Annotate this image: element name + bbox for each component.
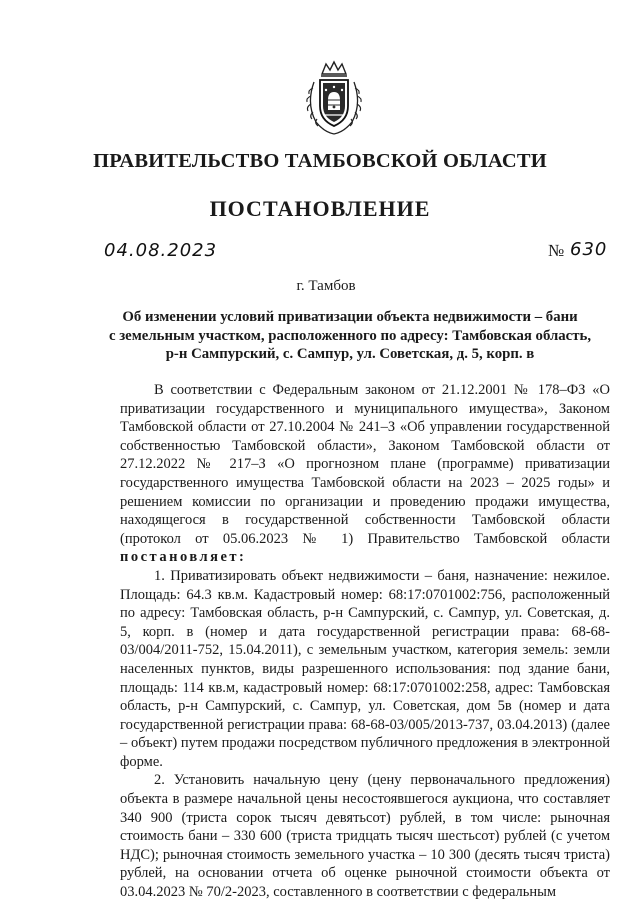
subject-line: с земельным участком, расположенного по адресу: Тамбовская область,: [108, 327, 592, 344]
subject-line: Об изменении условий приватизации объекта недвижимости – бани: [122, 309, 578, 325]
document-type: ПОСТАНОВЛЕНИЕ: [209, 196, 431, 221]
preamble-paragraph: [120, 381, 610, 567]
document-number: 630: [570, 239, 608, 260]
item-paragraph: 2. Установить начальную цену (цену первоначального предложения) объекта в размере начальной цены несостоявшегося аукциона, что составляет 340 900 (триста сорок тысяч девятьсот) рублей, в том числе: рыночная стоимость бани – 330 600 (триста тридцать тысяч шестьсот) рублей (с учетом НДС); рыночная стоимость земельного участка – 10 300 (десять тысяч триста) рублей, на основании отчета об оценке рыночной стоимости объекта от 03.04.2023 № 70/2-2023, составленного в соответствии с федеральным: [120, 772, 610, 901]
decree-word: постановляет:: [120, 549, 247, 566]
document-body: [120, 381, 610, 902]
subject-line: р-н Сампурский, с. Сампур, ул. Советская, д. 5, корп. в: [165, 346, 535, 362]
preamble-text: В соответствии с Федеральным законом от 21.12.2001 № 178–ФЗ «О приватизации государственного и муниципального имущества», Законом Тамбовской области от 27.10.2004 № 241–З «Об управлении государственной собственностью Тамбовской области», Законом Тамбовской области от 27.12.2022 № 217–З «О прогнозном плане (программе) приватизации государственного имущества Тамбовской области на 2023 – 2025 годы» и решением комиссии по организации и проведению продажи имущества, находящегося в государственной собственности Тамбовской области (протокол от 05.06.2023 № 1) Правительство Тамбовской области: [120, 382, 610, 547]
number-sign: №: [548, 241, 565, 260]
city: г. Тамбов: [296, 278, 356, 294]
item-paragraph: 1. Приватизировать объект недвижимости – баня, назначение: нежилое. Площадь: 64.3 кв.м. Кадастровый номер: 68:17:0701002:756, расположенный по адресу: Тамбовская область, р-н Сампурский, с. Сампур, ул. Советская, д. 5, корп. в (номер и дата государственной регистрации права: 68-68-03/004/2011-752, 15.04.2011), с земельным участком, категория земель: земли населенных пунктов, виды разрешенного использования: под здание бани, площадь: 114 кв.м, кадастровый номер: 68:17:0701002:258, адрес: Тамбовская область, р-н Сампурский, с. Сампур, ул. Советская, дом 5в (номер и дата государственной регистрации права: 68-68-03/005/2013-737, 03.04.2013) (далее – объект) путем продажи посредством публичного предложения в электронной форме.: [120, 567, 610, 770]
document-date: 04.08.2023: [104, 240, 218, 261]
government-name: ПРАВИТЕЛЬСТВО ТАМБОВСКОЙ ОБЛАСТИ: [93, 150, 547, 172]
coat-of-arms-icon: [304, 60, 364, 136]
document-subject: [100, 308, 600, 364]
